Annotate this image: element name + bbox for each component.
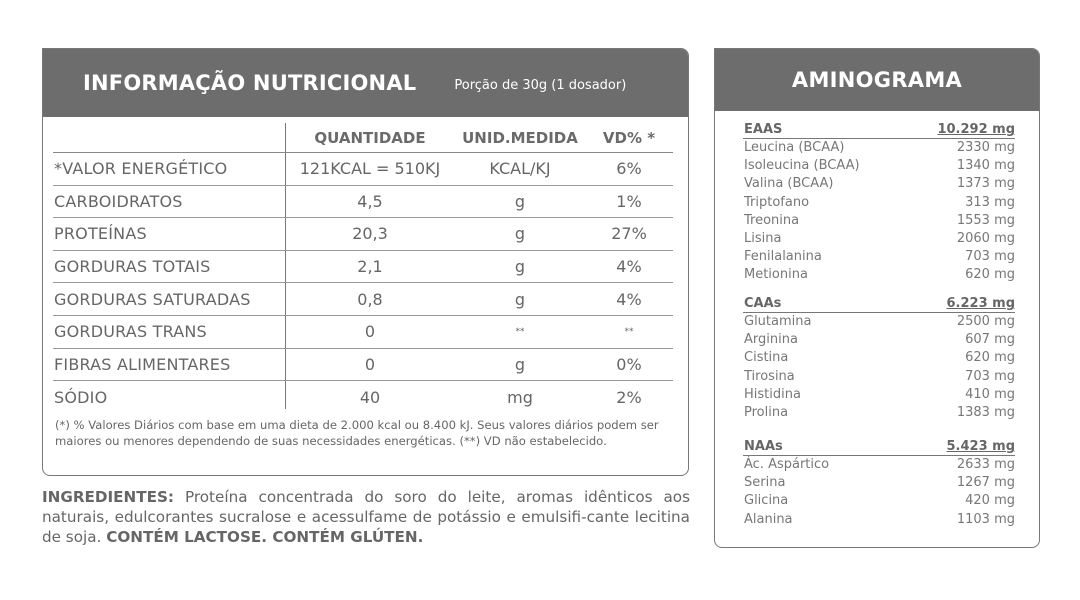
table-header xyxy=(53,123,673,153)
amino-group-caas xyxy=(743,296,1015,422)
nutrient-quantity: 20,3 xyxy=(285,218,455,251)
nutrient-unit: g xyxy=(455,186,585,219)
table-row xyxy=(53,153,673,186)
list-item xyxy=(743,266,1015,284)
portion-size: Porção de 30g (1 dosador) xyxy=(454,77,627,93)
nutrient-vd: 4% xyxy=(585,283,673,316)
aminogram-title: AMINOGRAMA xyxy=(791,68,963,92)
nutrient-unit: g xyxy=(455,283,585,316)
amino-value: 2060 mg xyxy=(956,230,1015,246)
amino-value: 1383 mg xyxy=(956,404,1015,420)
amino-value: 620 mg xyxy=(965,350,1015,366)
list-item xyxy=(743,194,1015,212)
nutrient-unit: g xyxy=(455,218,585,251)
header-quantity: QUANTIDADE xyxy=(314,128,426,147)
nutrient-unit: g xyxy=(455,349,585,382)
amino-value: 620 mg xyxy=(965,267,1015,283)
aminogram-header xyxy=(715,49,1039,111)
amino-name: Triptofano xyxy=(744,194,810,210)
nutrient-name: CARBOIDRATOS xyxy=(53,186,285,219)
allergen-warning: CONTÉM LACTOSE. CONTÉM GLÚTEN. xyxy=(106,528,424,546)
nutrient-quantity: 0 xyxy=(285,349,455,382)
nutrient-vd: 2% xyxy=(616,387,642,407)
amino-value: 2330 mg xyxy=(956,140,1015,155)
amino-value: 703 mg xyxy=(965,368,1015,384)
amino-value: 703 mg xyxy=(965,249,1015,265)
list-item xyxy=(743,175,1015,193)
amino-value: 607 mg xyxy=(965,332,1015,348)
nutrient-name: GORDURAS SATURADAS xyxy=(53,283,285,316)
amino-group-naas xyxy=(743,439,1015,529)
amino-value: 1267 mg xyxy=(956,475,1015,491)
nutrition-table xyxy=(53,123,673,414)
table-row xyxy=(53,316,673,349)
amino-name: Cistina xyxy=(744,350,789,366)
amino-name: Histidina xyxy=(744,386,801,402)
nutrient-name: SÓDIO xyxy=(54,387,108,407)
table-row xyxy=(53,381,673,414)
nutrient-vd: 1% xyxy=(585,186,673,219)
list-item xyxy=(743,139,1015,157)
header-unit: UNID.MEDIDA xyxy=(462,128,578,147)
amino-value: 420 mg xyxy=(965,493,1015,509)
list-item xyxy=(743,230,1015,248)
amino-name: Prolina xyxy=(744,404,789,420)
ingredients-text xyxy=(42,487,690,547)
list-item xyxy=(743,492,1015,510)
amino-value: 2633 mg xyxy=(956,457,1015,472)
nutrient-name: *VALOR ENERGÉTICO xyxy=(53,153,285,186)
list-item xyxy=(743,248,1015,266)
amino-group-total: 5.423 mg xyxy=(946,439,1015,454)
nutrition-panel xyxy=(42,48,689,476)
list-item xyxy=(743,368,1015,386)
list-item xyxy=(743,349,1015,367)
nutrient-vd: 27% xyxy=(585,218,673,251)
amino-name: Glutamina xyxy=(744,314,812,329)
amino-group-eaas xyxy=(743,122,1015,285)
amino-value: 1103 mg xyxy=(956,511,1015,527)
nutrient-name: FIBRAS ALIMENTARES xyxy=(53,349,285,382)
table-row xyxy=(53,251,673,284)
amino-name: Valina (BCAA) xyxy=(744,176,834,192)
amino-value: 1373 mg xyxy=(956,176,1015,192)
amino-name: Glicina xyxy=(744,493,789,509)
table-row xyxy=(53,283,673,316)
list-item xyxy=(743,157,1015,175)
nutrient-quantity: 40 xyxy=(359,387,381,407)
header-vd: VD% * xyxy=(602,128,656,147)
amino-group-header xyxy=(743,439,1015,456)
amino-value: 410 mg xyxy=(965,386,1015,402)
nutrient-vd: 0% xyxy=(585,349,673,382)
amino-name: Metionina xyxy=(744,267,808,283)
nutrient-unit: ** xyxy=(455,316,585,349)
list-item xyxy=(743,511,1015,529)
amino-value: 2500 mg xyxy=(956,314,1015,329)
amino-group-header xyxy=(743,122,1015,139)
nutrition-footnote: (*) % Valores Diários com base em uma dieta de 2.000 kcal ou 8.400 kJ. Seus valores diários podem ser maiores ou menores dependendo de suas necessidades energéticas. (**) VD não estabelecido. xyxy=(55,418,659,448)
table-row xyxy=(53,218,673,251)
nutrient-name: PROTEÍNAS xyxy=(53,218,285,251)
amino-name: Fenilalanina xyxy=(744,249,822,265)
amino-name: Alanina xyxy=(744,511,793,527)
nutrition-header xyxy=(43,49,688,117)
nutrient-quantity: 2,1 xyxy=(285,251,455,284)
amino-group-total: 6.223 mg xyxy=(946,296,1015,311)
list-item xyxy=(743,474,1015,492)
ingredients-list: Proteína concentrada do soro do leite, aromas idênticos aos naturais, edulcorantes sucralose e acessulfame de potássio e emulsifi-cante lecitina de soja. xyxy=(42,488,690,546)
list-item xyxy=(743,456,1015,474)
amino-name: Arginina xyxy=(744,332,798,348)
nutrient-quantity: 0 xyxy=(285,316,455,349)
nutrient-quantity: 0,8 xyxy=(285,283,455,316)
nutrient-name: GORDURAS TOTAIS xyxy=(53,251,285,284)
nutrient-vd: 4% xyxy=(585,251,673,284)
amino-name: Isoleucina (BCAA) xyxy=(744,158,860,174)
nutrient-quantity: 121KCAL = 510KJ xyxy=(285,153,455,186)
amino-name: Treonina xyxy=(744,212,800,228)
amino-group-name: CAAs xyxy=(744,296,782,311)
nutrient-vd: ** xyxy=(585,316,673,349)
amino-group-name: EAAS xyxy=(744,122,783,137)
nutrient-vd: 6% xyxy=(585,153,673,186)
amino-value: 1340 mg xyxy=(956,158,1015,174)
amino-value: 1553 mg xyxy=(956,212,1015,228)
nutrition-title: INFORMAÇÃO NUTRICIONAL xyxy=(83,71,417,95)
table-row xyxy=(53,186,673,219)
nutrient-unit: mg xyxy=(507,387,533,407)
amino-name: Tirosina xyxy=(744,368,795,384)
aminogram-panel xyxy=(714,48,1040,548)
amino-name: Serina xyxy=(744,475,786,491)
list-item xyxy=(743,331,1015,349)
nutrient-quantity: 4,5 xyxy=(285,186,455,219)
amino-group-total: 10.292 mg xyxy=(937,122,1015,137)
amino-name: Ác. Aspártico xyxy=(744,457,830,472)
amino-name: Lisina xyxy=(744,230,782,246)
amino-group-name: NAAs xyxy=(744,439,783,454)
nutrient-name: GORDURAS TRANS xyxy=(53,316,285,349)
amino-group-header xyxy=(743,296,1015,313)
amino-value: 313 mg xyxy=(965,194,1015,210)
nutrient-unit: KCAL/KJ xyxy=(455,153,585,186)
list-item xyxy=(743,386,1015,404)
table-row xyxy=(53,349,673,382)
list-item xyxy=(743,313,1015,331)
list-item xyxy=(743,404,1015,422)
nutrient-unit: g xyxy=(455,251,585,284)
ingredients-label: INGREDIENTES: xyxy=(42,488,174,506)
list-item xyxy=(743,212,1015,230)
amino-name: Leucina (BCAA) xyxy=(744,140,845,155)
